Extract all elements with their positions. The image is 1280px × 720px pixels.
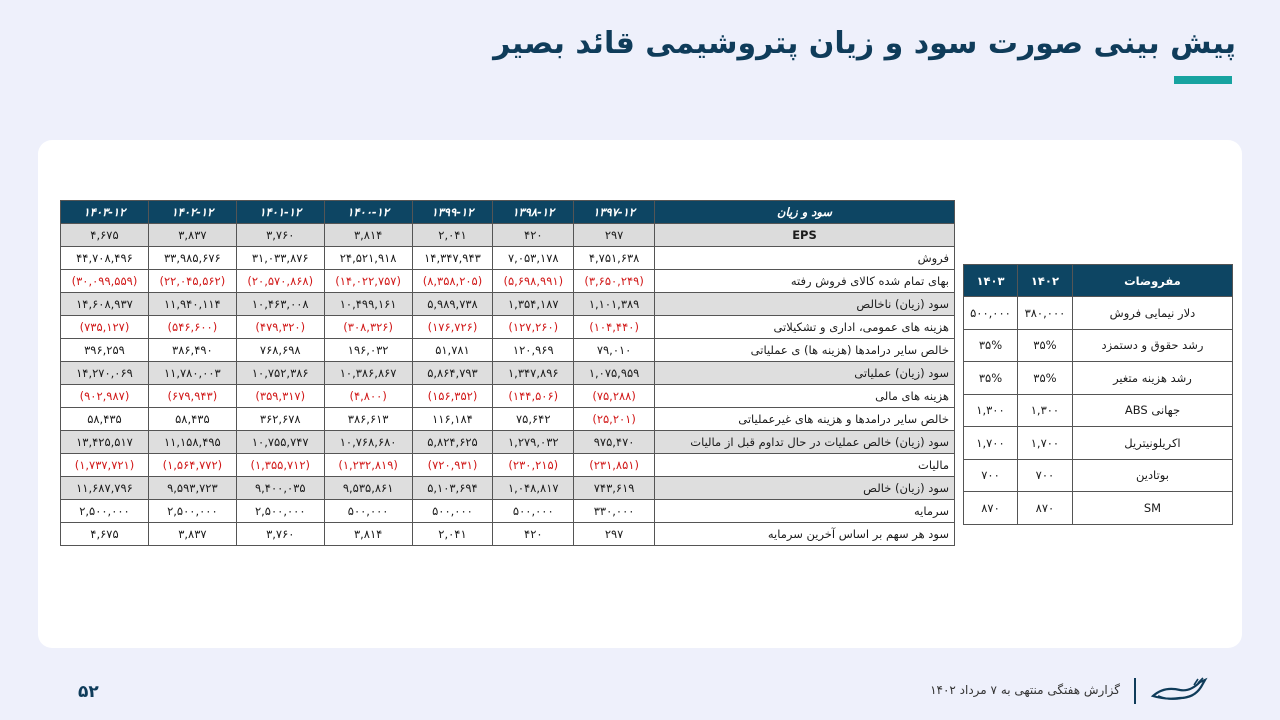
table-cell: ۱,۲۷۹,۰۳۲ [493,431,574,454]
table-cell: ۴,۶۷۵ [61,224,149,247]
table-cell: ۲۹۷ [574,224,655,247]
column-header: ۱۳۹۷-۱۲ [574,201,655,224]
row-label: بهای تمام شده کالای فروش رفته [655,270,955,293]
row-label: جهانی ABS [1072,394,1232,427]
table-cell: ۷۴۳,۶۱۹ [574,477,655,500]
income-statement-table [60,200,955,546]
table-cell: ۹,۴۰۰,۰۳۵ [236,477,324,500]
table-header-row [964,265,1233,297]
table-row [964,297,1233,330]
table-cell: ۱۱,۶۸۷,۷۹۶ [61,477,149,500]
table-cell: ۳۱,۰۳۳,۸۷۶ [236,247,324,270]
row-label: سود (زیان) ناخالص [655,293,955,316]
table-cell: ۱۲۰,۹۶۹ [493,339,574,362]
page-title: پیش بینی صورت سود و زیان پتروشیمی قائد بصیر [493,26,1236,61]
row-label: رشد هزینه متغیر [1072,362,1232,395]
row-label: سود (زیان) عملیاتی [655,362,955,385]
row-label: SM [1072,492,1232,525]
table-cell: (۳۰۸,۳۲۶) [324,316,412,339]
table-cell: ۲۴,۵۲۱,۹۱۸ [324,247,412,270]
column-header: ۱۴۰۳-۱۲ [61,201,149,224]
table-cell: ۱۰,۴۶۳,۰۰۸ [236,293,324,316]
table-cell: (۸,۳۵۸,۲۰۵) [412,270,493,293]
table-row [61,454,955,477]
table-row [61,316,955,339]
row-label: سرمایه [655,500,955,523]
table-cell: ۱۰,۷۵۲,۳۸۶ [236,362,324,385]
table-cell: ۱۳,۴۲۵,۵۱۷ [61,431,149,454]
table-cell: ۴,۶۷۵ [61,523,149,546]
table-cell: ۵,۹۸۹,۷۳۸ [412,293,493,316]
column-header: سود و زیان [655,201,955,224]
table-cell: (۲۳۰,۲۱۵) [493,454,574,477]
table-cell: ۳,۸۳۷ [148,224,236,247]
table-cell: ۱۴,۲۷۰,۰۶۹ [61,362,149,385]
table-row [61,500,955,523]
table-cell: ۴,۷۵۱,۶۳۸ [574,247,655,270]
row-label: خالص سایر درامدها (هزینه ها) ی عملیاتی [655,339,955,362]
table-cell: ۴۴,۷۰۸,۴۹۶ [61,247,149,270]
table-row [61,247,955,270]
table-cell: ۸۷۰ [1017,492,1072,525]
table-cell: (۹۰۲,۹۸۷) [61,385,149,408]
table-cell: ۳۸۰,۰۰۰ [1017,297,1072,330]
table-cell: ۷۰۰ [1017,459,1072,492]
row-label: مالیات [655,454,955,477]
table-cell: ۱۰,۷۶۸,۶۸۰ [324,431,412,454]
table-cell: (۷۵,۲۸۸) [574,385,655,408]
table-cell: (۱,۵۶۴,۷۷۲) [148,454,236,477]
row-label: اکریلونیتریل [1072,427,1232,460]
table-row [61,293,955,316]
table-cell: ۷۵,۶۴۲ [493,408,574,431]
column-header: ۱۴۰۰-۱۲ [324,201,412,224]
table-cell: ۲,۰۴۱ [412,523,493,546]
table-cell: ۵,۸۲۴,۶۲۵ [412,431,493,454]
table-cell: ۲,۵۰۰,۰۰۰ [236,500,324,523]
table-cell: ۳,۸۱۴ [324,224,412,247]
table-cell: ۳۶۲,۶۷۸ [236,408,324,431]
table-cell: ۳,۷۶۰ [236,523,324,546]
table-cell: ۳۵% [964,329,1018,362]
table-cell: ۹,۵۹۳,۷۲۳ [148,477,236,500]
table-cell: ۱۱,۷۸۰,۰۰۳ [148,362,236,385]
table-cell: (۳,۶۵۰,۲۴۹) [574,270,655,293]
table-cell: ۴۲۰ [493,523,574,546]
column-header: ۱۴۰۲ [1017,265,1072,297]
table-cell: (۲۵,۲۰۱) [574,408,655,431]
table-cell: ۸۷۰ [964,492,1018,525]
table-cell: (۱۷۶,۷۲۶) [412,316,493,339]
table-cell: ۱,۰۴۸,۸۱۷ [493,477,574,500]
table-row [61,339,955,362]
column-header: مفروضات [1072,265,1232,297]
table-cell: (۱۲۷,۲۶۰) [493,316,574,339]
column-header: ۱۴۰۳ [964,265,1018,297]
table-cell: ۹۷۵,۴۷۰ [574,431,655,454]
table-row [964,427,1233,460]
table-cell: (۵,۶۹۸,۹۹۱) [493,270,574,293]
table-cell: ۵۰۰,۰۰۰ [493,500,574,523]
table-cell: (۱۵۶,۳۵۲) [412,385,493,408]
table-cell: ۵۰۰,۰۰۰ [412,500,493,523]
table-cell: ۱۱,۱۵۸,۴۹۵ [148,431,236,454]
table-cell: (۱۴,۰۲۲,۷۵۷) [324,270,412,293]
table-cell: ۱۰,۳۸۶,۸۶۷ [324,362,412,385]
table-row [61,431,955,454]
table-cell: ۳۳,۹۸۵,۶۷۶ [148,247,236,270]
column-header: ۱۳۹۹-۱۲ [412,201,493,224]
table-cell: ۳۳۰,۰۰۰ [574,500,655,523]
table-cell: ۱,۳۵۴,۱۸۷ [493,293,574,316]
table-cell: ۱۱۶,۱۸۴ [412,408,493,431]
table-cell: ۵۰۰,۰۰۰ [964,297,1018,330]
table-cell: ۳,۸۳۷ [148,523,236,546]
table-cell: ۲,۰۴۱ [412,224,493,247]
table-cell: ۳,۸۱۴ [324,523,412,546]
table-cell: (۲۰,۵۷۰,۸۶۸) [236,270,324,293]
table-cell: ۱۰,۷۵۵,۷۴۷ [236,431,324,454]
table-row [964,329,1233,362]
row-label: خالص سایر درامدها و هزینه های غیرعملیاتی [655,408,955,431]
table-cell: ۹,۵۳۵,۸۶۱ [324,477,412,500]
row-label: فروش [655,247,955,270]
table-cell: ۱,۳۴۷,۸۹۶ [493,362,574,385]
table-cell: ۲۹۷ [574,523,655,546]
table-cell: (۴۷۹,۳۲۰) [236,316,324,339]
table-cell: ۱۹۶,۰۳۲ [324,339,412,362]
table-cell: ۵۸,۴۳۵ [148,408,236,431]
table-cell: (۱,۲۳۲,۸۱۹) [324,454,412,477]
column-header: ۱۴۰۱-۱۲ [236,201,324,224]
table-cell: (۱,۷۳۷,۷۲۱) [61,454,149,477]
table-cell: ۳۵% [1017,362,1072,395]
title-accent-bar [1174,76,1232,84]
logo-icon [1150,676,1208,706]
table-cell: ۱,۷۰۰ [964,427,1018,460]
table-cell: ۵,۸۶۴,۷۹۳ [412,362,493,385]
table-row [964,362,1233,395]
table-cell: ۱,۳۰۰ [964,394,1018,427]
table-cell: ۵۱,۷۸۱ [412,339,493,362]
table-cell: (۶۷۹,۹۴۳) [148,385,236,408]
table-cell: (۲۲,۰۴۵,۵۶۲) [148,270,236,293]
table-cell: (۱,۳۵۵,۷۱۲) [236,454,324,477]
table-row [61,270,955,293]
row-label: سود (زیان) خالص [655,477,955,500]
table-cell: ۱,۳۰۰ [1017,394,1072,427]
table-cell: ۵۸,۴۳۵ [61,408,149,431]
column-header: ۱۳۹۸-۱۲ [493,201,574,224]
table-cell: (۷۳۵,۱۲۷) [61,316,149,339]
table-cell: ۷۰۰ [964,459,1018,492]
table-cell: ۳۸۶,۶۱۳ [324,408,412,431]
table-cell: ۳۹۶,۲۵۹ [61,339,149,362]
table-cell: ۱۴,۳۴۷,۹۴۳ [412,247,493,270]
table-cell: (۳۵۹,۳۱۷) [236,385,324,408]
row-label: بوتادین [1072,459,1232,492]
table-cell: ۱۱,۹۴۰,۱۱۴ [148,293,236,316]
table-cell: (۲۳۱,۸۵۱) [574,454,655,477]
table-row [61,523,955,546]
page-number: ۵۲ [78,682,99,702]
table-cell: ۱,۱۰۱,۳۸۹ [574,293,655,316]
row-label: سود هر سهم بر اساس آخرین سرمایه [655,523,955,546]
row-label: هزینه های مالی [655,385,955,408]
table-cell: ۳۸۶,۴۹۰ [148,339,236,362]
column-header: ۱۴۰۲-۱۲ [148,201,236,224]
table-cell: ۱,۰۷۵,۹۵۹ [574,362,655,385]
table-cell: ۳۵% [964,362,1018,395]
table-row [61,362,955,385]
table-row [964,394,1233,427]
table-row [61,385,955,408]
row-label: رشد حقوق و دستمزد [1072,329,1232,362]
table-cell: ۳,۷۶۰ [236,224,324,247]
table-row [964,459,1233,492]
table-cell: ۳۵% [1017,329,1072,362]
table-cell: (۱۴۴,۵۰۶) [493,385,574,408]
table-cell: ۵۰۰,۰۰۰ [324,500,412,523]
row-label: هزینه های عمومی، اداری و تشکیلاتی [655,316,955,339]
row-label: سود (زیان) خالص عملیات در حال تداوم قبل از مالیات [655,431,955,454]
table-row [61,224,955,247]
table-row [61,408,955,431]
row-label: دلار نیمایی فروش [1072,297,1232,330]
table-cell: ۱۰,۴۹۹,۱۶۱ [324,293,412,316]
table-cell: ۷۹,۰۱۰ [574,339,655,362]
footer-divider [1134,678,1136,704]
row-label: EPS [655,224,955,247]
table-cell: ۱۴,۶۰۸,۹۳۷ [61,293,149,316]
table-cell: ۲,۵۰۰,۰۰۰ [61,500,149,523]
table-cell: (۷۲۰,۹۳۱) [412,454,493,477]
table-row [61,477,955,500]
table-cell: (۱۰۴,۴۴۰) [574,316,655,339]
table-cell: (۳۰,۰۹۹,۵۵۹) [61,270,149,293]
report-caption: گزارش هفتگی منتهی به ۷ مرداد ۱۴۰۲ [930,683,1120,697]
table-cell: ۵,۱۰۳,۶۹۴ [412,477,493,500]
table-cell: (۵۴۶,۶۰۰) [148,316,236,339]
table-cell: (۴,۸۰۰) [324,385,412,408]
table-row [964,492,1233,525]
table-cell: ۷,۰۵۳,۱۷۸ [493,247,574,270]
assumptions-table [963,264,1233,525]
table-cell: ۲,۵۰۰,۰۰۰ [148,500,236,523]
table-cell: ۴۲۰ [493,224,574,247]
table-cell: ۷۶۸,۶۹۸ [236,339,324,362]
table-cell: ۱,۷۰۰ [1017,427,1072,460]
table-header-row [61,201,955,224]
